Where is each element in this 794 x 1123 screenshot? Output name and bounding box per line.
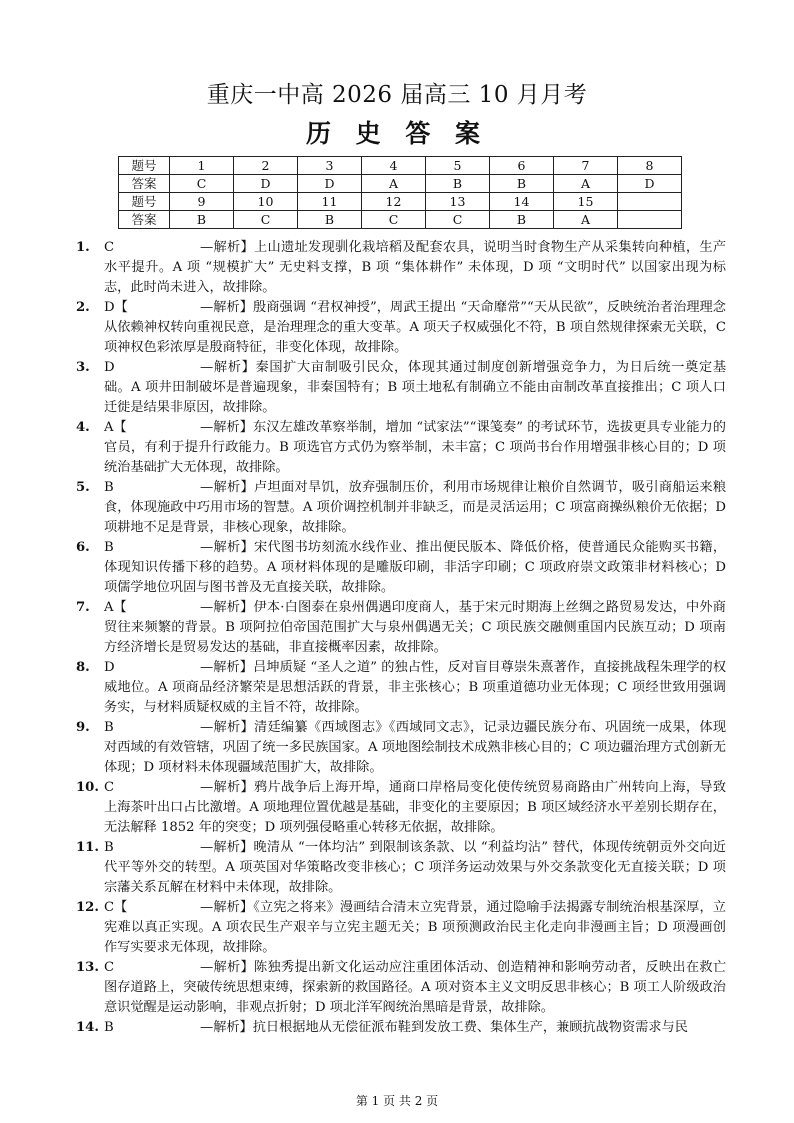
answer-table-cell: A xyxy=(362,175,426,193)
item-analysis-tag: —解析】 xyxy=(200,900,254,915)
answer-table-row xyxy=(119,157,682,175)
answer-table-cell xyxy=(618,211,682,229)
page-footer: 第 1 页 共 2 页 xyxy=(355,1094,439,1108)
answer-table-cell: 4 xyxy=(362,157,426,175)
answer-table-cell: A xyxy=(554,175,618,193)
item-explanation-text: 卢坦面对旱饥，放弃强制压价，利用市场规律让粮价自然调节，吸引商船运来粮食，体现施政中巧用市场的智慧。A 项价调控机制并非缺乏，而是灵活运用；C 项富商操纵粮价无依据；D 项耕地不足是背景，非核心现象，故排除。 xyxy=(104,480,727,535)
answer-table-cell: 2 xyxy=(234,157,298,175)
item-explanation-text: 抗日根据地从无偿征派布鞋到发放工费、集体生产，兼顾抗战物资需求与民 xyxy=(252,1020,688,1035)
answer-table xyxy=(118,156,682,229)
item-number: 8. xyxy=(76,660,90,675)
answer-table-cell: B xyxy=(490,175,554,193)
item-analysis-tag: —解析】 xyxy=(200,720,254,735)
answer-table-cell: 3 xyxy=(298,157,362,175)
explanation-item xyxy=(76,598,726,658)
answer-table-row xyxy=(119,193,682,211)
answer-table-cell: 5 xyxy=(426,157,490,175)
answer-table-row-label: 题号 xyxy=(119,193,170,211)
answer-table-cell: D xyxy=(618,175,682,193)
item-analysis-tag: —解析】 xyxy=(200,480,254,495)
item-explanation-text: 上山遗址发现驯化栽培稻及配套农具，说明当时食物生产从采集转向种植，生产水平提升。A 项 “规模扩大” 无史料支撑，B 项 “集体耕作” 未体现，D 项 “文明时代” 以国家出现为标志，此时尚未进入，故排除。 xyxy=(104,240,727,295)
answer-table-cell: B xyxy=(298,211,362,229)
item-answer: C xyxy=(104,780,115,795)
answer-table-cell: B xyxy=(170,211,234,229)
item-analysis-tag: —解析】 xyxy=(200,360,256,375)
item-analysis-tag: —解析】 xyxy=(200,660,254,675)
item-answer: B xyxy=(104,540,114,555)
item-number: 1. xyxy=(76,240,90,255)
item-analysis-tag: —解析】 xyxy=(200,960,254,975)
item-explanation-text: 《立宪之将来》漫画结合清末立宪背景，通过隐喻手法揭露专制统治根基深厚，立宪难以真正实现。A 项农民生产艰辛与立宪主题无关；B 项预测政治民主化走向非漫画主旨；D 项漫画创作写实要求无体现，故排除。 xyxy=(104,900,726,955)
item-number: 3. xyxy=(76,360,90,375)
page-title: 重庆一中高 2026 届高三 10 月月考 xyxy=(206,82,588,108)
item-answer: B xyxy=(104,1020,114,1035)
explanation-list xyxy=(76,238,726,1038)
answer-table-cell: 15 xyxy=(554,193,618,211)
answer-table-row-label: 答案 xyxy=(119,175,170,193)
answer-table-cell: 8 xyxy=(618,157,682,175)
answer-table-row xyxy=(119,211,682,229)
item-number: 14. xyxy=(76,1020,99,1035)
answer-table-row-label: 题号 xyxy=(119,157,170,175)
answer-table-cell: C xyxy=(170,175,234,193)
explanation-item xyxy=(76,898,726,958)
answer-table-cell: C xyxy=(362,211,426,229)
answer-table-cell: C xyxy=(234,211,298,229)
item-explanation-text: 东汉左雄改革察举制，增加 “试家法”“课笺奏” 的考试环节，选拔更具专业能力的官员，有利于提升行政能力。B 项选官方式仍为察举制，未丰富；C 项尚书台作用增强非核心目的；D 项统治基础扩大无体现，故排除。 xyxy=(104,420,726,475)
item-analysis-tag: —解析】 xyxy=(200,240,254,255)
item-explanation-text: 吕坤质疑 “圣人之道” 的独占性，反对盲目尊崇朱熹著作，直接挑战程朱理学的权威地位。A 项商品经济繁荣是思想活跃的背景，非主张核心；B 项重道德功业无体现；C 项经世致用强调务实，与材料质疑权威的主旨不符，故排除。 xyxy=(104,660,727,715)
answer-table-cell: 7 xyxy=(554,157,618,175)
answer-table-cell: D xyxy=(298,175,362,193)
item-answer: C【 xyxy=(104,900,128,915)
explanation-item xyxy=(76,358,726,418)
answer-table-cell: 9 xyxy=(170,193,234,211)
item-explanation-text: 秦国扩大亩制吸引民众，体现其通过制度创新增强竞争力，为日后统一奠定基础。A 项井田制破坏是普遍现象，非秦国特有；B 项土地私有制确立不能由亩制改革直接推出；C 项人口迁徙是结果非原因，故排除。 xyxy=(104,360,727,415)
item-answer: D xyxy=(104,360,115,375)
item-analysis-tag: —解析】 xyxy=(200,1020,253,1035)
answer-table-row-label: 答案 xyxy=(119,211,170,229)
item-number: 7. xyxy=(76,600,90,615)
item-answer: C xyxy=(104,960,115,975)
item-explanation-text: 清廷编纂《西域图志》《西域同文志》，记录边疆民族分布、巩固统一成果，体现对西域的有效管辖，巩固了统一多民族国家。A 项地图绘制技术成熟非核心目的；C 项边疆治理方式创新无体现；D 项材料未体现疆域范围扩大，故排除。 xyxy=(104,720,727,775)
item-answer: B xyxy=(104,480,114,495)
item-number: 4. xyxy=(76,420,90,435)
answer-table-cell: 12 xyxy=(362,193,426,211)
item-explanation-text: 晚清从 “一体均沾” 到限制该条款、以 “利益均沾” 替代，体现传统朝贡外交向近代平等外交的转型。A 项英国对华策略改变非核心；C 项洋务运动效果与外交条款变化无直接关联；D 项宗藩关系瓦解在材料中未体现，故排除。 xyxy=(104,840,726,895)
page-subtitle: 历 史 答 案 xyxy=(305,119,489,148)
item-answer: A【 xyxy=(104,600,127,615)
item-analysis-tag: —解析】 xyxy=(200,420,254,435)
item-analysis-tag: —解析】 xyxy=(200,540,254,555)
answer-table-row xyxy=(119,175,682,193)
explanation-item xyxy=(76,1018,726,1038)
item-answer: B xyxy=(104,840,114,855)
answer-table-cell: 6 xyxy=(490,157,554,175)
item-number: 9. xyxy=(76,720,90,735)
item-analysis-tag: —解析】 xyxy=(200,840,254,855)
item-explanation-text: 鸦片战争后上海开埠，通商口岸格局变化使传统贸易商路由广州转向上海，导致上海茶叶出口占比激增。A 项地理位置优越是基础，非变化的主要原因；B 项区域经济水平差别长期存在，无法解释 1852 年的突变；D 项列强侵略重心转移无依据，故排除。 xyxy=(104,780,727,835)
item-number: 10. xyxy=(76,780,99,795)
answer-table-cell: 10 xyxy=(234,193,298,211)
explanation-item xyxy=(76,298,726,358)
answer-table-cell: D xyxy=(234,175,298,193)
explanation-item xyxy=(76,718,726,778)
answer-table-cell xyxy=(618,193,682,211)
item-number: 5. xyxy=(76,480,90,495)
explanation-item xyxy=(76,478,726,538)
answer-table-cell: 11 xyxy=(298,193,362,211)
item-number: 6. xyxy=(76,540,90,555)
explanation-item xyxy=(76,838,726,898)
item-number: 12. xyxy=(76,900,99,915)
answer-table-cell: C xyxy=(426,211,490,229)
item-analysis-tag: —解析】 xyxy=(200,780,254,795)
item-explanation-text: 宋代图书坊刻流水线作业、推出便民版本、降低价格，使普通民众能购买书籍，体现知识传播下移的趋势。A 项材料体现的是雕版印刷，非活字印刷；C 项政府崇文政策非材料核心；D 项儒学地位巩固与图书普及无直接关联，故排除。 xyxy=(104,540,727,595)
item-answer: A【 xyxy=(104,420,127,435)
item-answer: D xyxy=(104,660,115,675)
explanation-item xyxy=(76,238,726,298)
item-answer: C xyxy=(104,240,115,255)
explanation-item xyxy=(76,418,726,478)
explanation-item xyxy=(76,658,726,718)
item-answer: D【 xyxy=(104,300,128,315)
item-analysis-tag: —解析】 xyxy=(200,600,254,615)
explanation-item xyxy=(76,778,726,838)
answer-table-cell: B xyxy=(490,211,554,229)
answer-table-cell: 14 xyxy=(490,193,554,211)
answer-table-cell: 13 xyxy=(426,193,490,211)
answer-table-cell: 1 xyxy=(170,157,234,175)
explanation-item xyxy=(76,538,726,598)
item-number: 2. xyxy=(76,300,90,315)
answer-table-cell: A xyxy=(554,211,618,229)
item-explanation-text: 陈独秀提出新文化运动应注重团体活动、创造精神和影响劳动者，反映出在救亡图存道路上，突破传统思想束缚，探索新的救国路径。A 项对资本主义文明反思非核心；B 项工人阶级政治意识觉醒是运动影响，非观点折射；D 项北洋军阀统治黑暗是背景，故排除。 xyxy=(104,960,727,1015)
answer-table-cell: B xyxy=(426,175,490,193)
item-answer: B xyxy=(104,720,114,735)
item-explanation-text: 殷商强调 “君权神授”，周武王提出 “天命靡常”“天从民欲”，反映统治者治理理念从依赖神权转向重视民意，是治理理念的重大变革。A 项天子权威强化不符，B 项自然规律探索无关联，C 项神权色彩浓厚是殷商特征，非变化体现，故排除。 xyxy=(104,300,726,355)
item-number: 13. xyxy=(76,960,99,975)
item-explanation-text: 伊本·白图泰在泉州偶遇印度商人，基于宋元时期海上丝绸之路贸易发达，中外商贸往来频繁的背景。B 项阿拉伯帝国范围扩大与泉州偶遇无关；C 项民族交融侧重国内民族互动；D 项南方经济增长是贸易发达的基础，非直接概率因素，故排除。 xyxy=(104,600,726,655)
item-analysis-tag: —解析】 xyxy=(200,300,253,315)
item-number: 11. xyxy=(76,840,99,855)
explanation-item xyxy=(76,958,726,1018)
